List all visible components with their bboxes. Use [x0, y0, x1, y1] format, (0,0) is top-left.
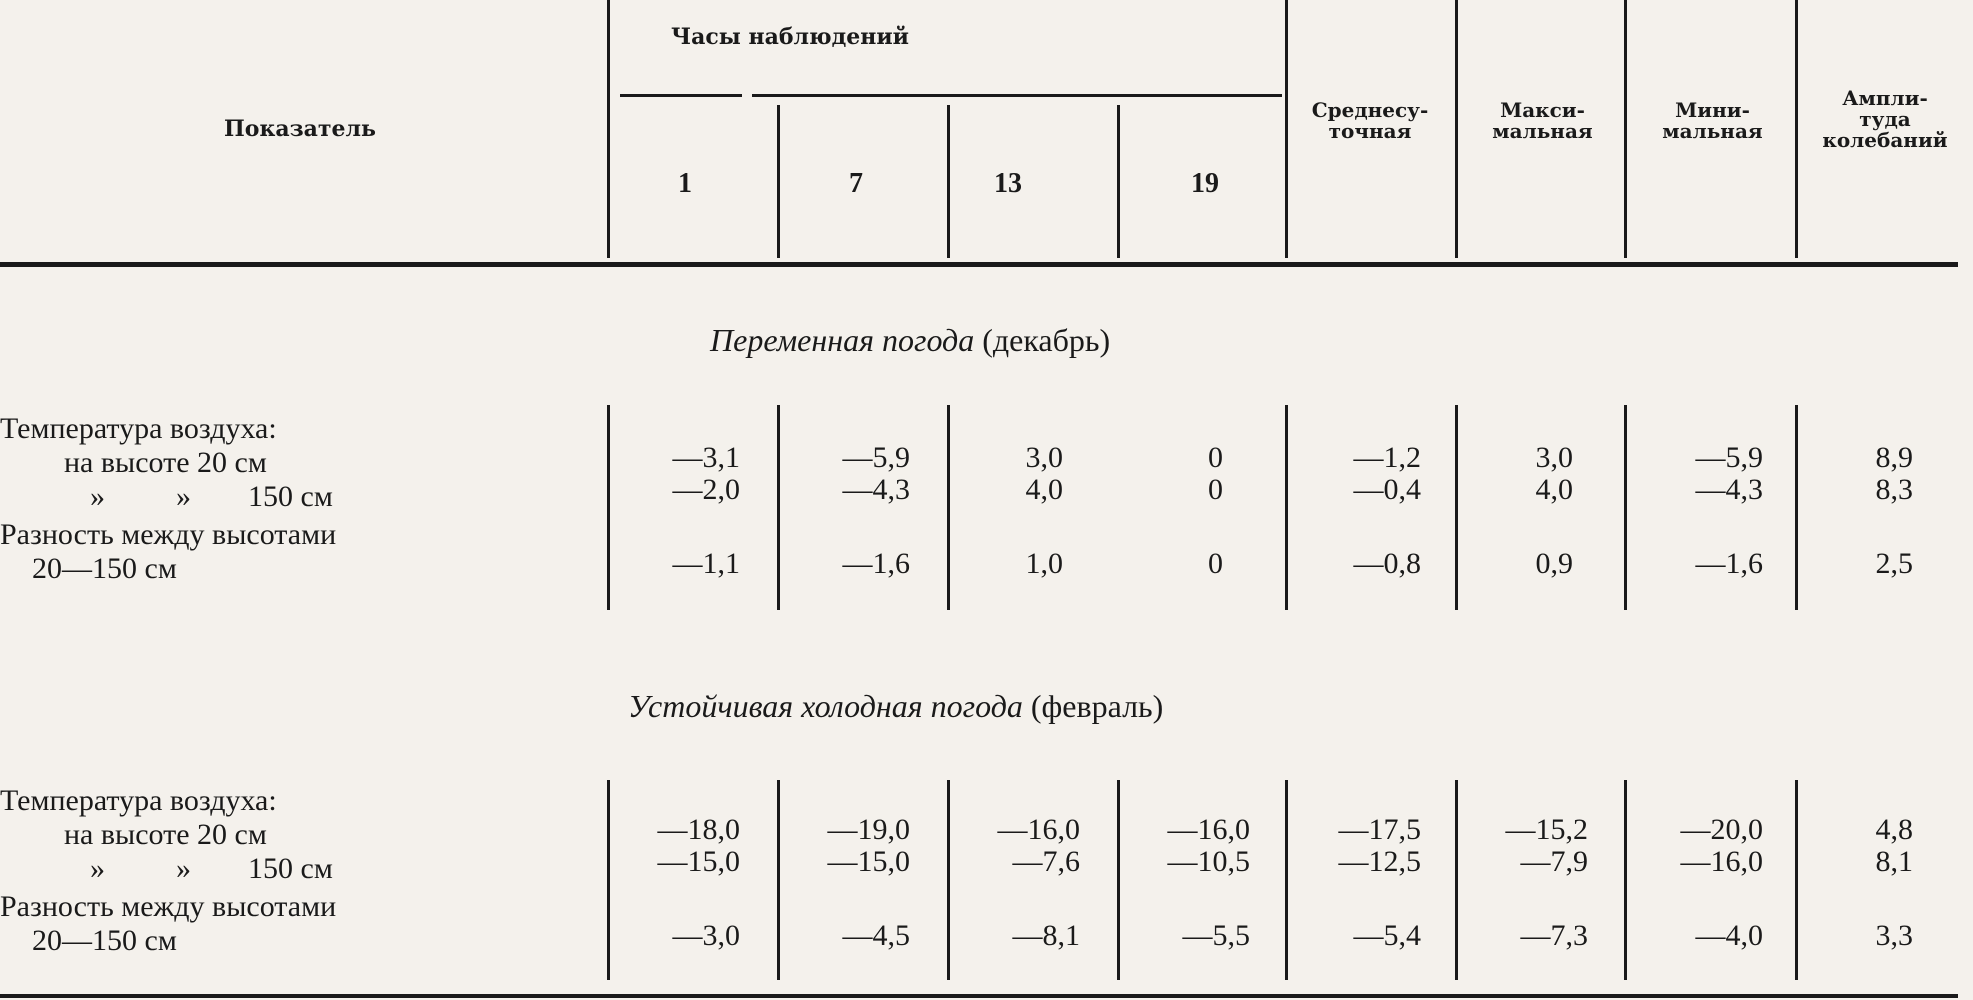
section-title-variable-italic: Переменная погода	[710, 322, 975, 358]
s1-diff-amp: 2,5	[1875, 547, 1913, 580]
s2-label-h20: на высоте 20 см	[64, 818, 267, 851]
s1-h20-amp: 8,9	[1875, 441, 1913, 474]
header-rule-left	[607, 0, 610, 258]
s2-rule-3	[1117, 780, 1120, 980]
s2-label-ditto-b: »	[176, 852, 191, 885]
s2-h20-max: —15,2	[1505, 813, 1588, 846]
s2-label-ditto-a: »	[90, 852, 105, 885]
s2-diff-amp: 3,3	[1875, 919, 1913, 952]
s1-h150-amp: 8,3	[1875, 473, 1913, 506]
s2-h150-hour1: —15,0	[657, 845, 740, 878]
s2-h150-hour7: —15,0	[827, 845, 910, 878]
header-amplitude-line3: колебаний	[1822, 128, 1948, 152]
header-rule-amp	[1795, 0, 1798, 258]
s1-diff-hour19: 0	[1208, 547, 1223, 580]
s1-label-ditto-b: »	[176, 480, 191, 513]
s1-h20-hour13: 3,0	[1025, 441, 1063, 474]
header-hour-13: 13	[994, 168, 1022, 199]
s2-h150-min: —16,0	[1680, 845, 1763, 878]
header-minimum	[1630, 100, 1795, 142]
header-minimum-line2: мальная	[1662, 119, 1763, 143]
s1-h150-hour7: —4,3	[842, 473, 910, 506]
section-title-cold-month: (февраль)	[1022, 688, 1164, 724]
header-hours-title: Часы наблюдений	[671, 24, 909, 50]
s1-rule-2	[947, 405, 950, 610]
s1-rule-0	[607, 405, 610, 610]
s2-diff-mean: —5,4	[1353, 919, 1421, 952]
s1-label-h150: 150 см	[248, 480, 333, 513]
header-daily-mean-line1: Среднесу-	[1311, 98, 1429, 122]
hours-underline-left	[620, 94, 742, 97]
header-maximum	[1460, 100, 1625, 142]
header-hour-19: 19	[1191, 168, 1219, 199]
s2-label-diff: Разность между высотами	[0, 890, 337, 923]
header-indicator: Показатель	[224, 116, 376, 142]
s2-rule-0	[607, 780, 610, 980]
header-rule-h19	[1117, 105, 1120, 258]
s2-diff-hour19: —5,5	[1182, 919, 1250, 952]
s2-label-air-temp: Температура воздуха:	[0, 784, 277, 817]
s1-rule-6	[1624, 405, 1627, 610]
s1-h150-hour19: 0	[1208, 473, 1223, 506]
s2-h20-mean: —17,5	[1338, 813, 1421, 846]
s2-h20-hour19: —16,0	[1167, 813, 1250, 846]
s1-label-diff: Разность между высотами	[0, 518, 337, 551]
s2-diff-max: —7,3	[1520, 919, 1588, 952]
s1-diff-min: —1,6	[1695, 547, 1763, 580]
table-bottom-rule	[0, 994, 1958, 998]
header-maximum-line2: мальная	[1492, 119, 1593, 143]
s2-label-diff-range: 20—150 см	[32, 924, 177, 957]
header-rule-h13	[947, 105, 950, 258]
s2-rule-4	[1285, 780, 1288, 980]
section-title-cold	[628, 688, 1163, 725]
s2-h20-amp: 4,8	[1875, 813, 1913, 846]
s2-rule-2	[947, 780, 950, 980]
header-amplitude-line1: Ампли-	[1842, 86, 1928, 110]
s1-diff-hour13: 1,0	[1025, 547, 1063, 580]
s2-h150-hour13: —7,6	[1012, 845, 1080, 878]
s1-label-h20: на высоте 20 см	[64, 446, 267, 479]
s1-h150-max: 4,0	[1535, 473, 1573, 506]
s1-label-diff-range: 20—150 см	[32, 552, 177, 585]
s1-rule-4	[1285, 405, 1288, 610]
header-maximum-line1: Макси-	[1500, 98, 1585, 122]
s2-diff-min: —4,0	[1695, 919, 1763, 952]
header-rule-h7	[777, 105, 780, 258]
s2-h150-hour19: —10,5	[1167, 845, 1250, 878]
s2-rule-1	[777, 780, 780, 980]
s1-h20-mean: —1,2	[1353, 441, 1421, 474]
s1-h20-hour7: —5,9	[842, 441, 910, 474]
s2-label-h150: 150 см	[248, 852, 333, 885]
s1-label-ditto-a: »	[90, 480, 105, 513]
header-hour-7: 7	[849, 168, 863, 199]
section-title-variable-month: (декабрь)	[974, 322, 1111, 358]
s1-diff-hour7: —1,6	[842, 547, 910, 580]
header-hour-1: 1	[678, 168, 692, 199]
s2-rule-7	[1795, 780, 1798, 980]
s1-diff-mean: —0,8	[1353, 547, 1421, 580]
s1-rule-7	[1795, 405, 1798, 610]
header-bottom-rule	[0, 262, 1958, 267]
s2-rule-6	[1624, 780, 1627, 980]
header-rule-min	[1624, 0, 1627, 258]
header-amplitude	[1800, 88, 1970, 151]
hours-underline-right	[752, 94, 1282, 97]
s2-h20-hour7: —19,0	[827, 813, 910, 846]
s1-rule-1	[777, 405, 780, 610]
header-rule-max	[1455, 0, 1458, 258]
s1-h150-min: —4,3	[1695, 473, 1763, 506]
s2-h20-min: —20,0	[1680, 813, 1763, 846]
header-minimum-line1: Мини-	[1675, 98, 1750, 122]
section-title-cold-italic: Устойчивая холодная погода	[628, 688, 1023, 724]
s2-rule-5	[1455, 780, 1458, 980]
s2-h150-amp: 8,1	[1875, 845, 1913, 878]
s1-rule-5	[1455, 405, 1458, 610]
s2-h20-hour13: —16,0	[997, 813, 1080, 846]
s1-label-air-temp: Температура воздуха:	[0, 412, 277, 445]
s2-h20-hour1: —18,0	[657, 813, 740, 846]
s2-diff-hour7: —4,5	[842, 919, 910, 952]
header-rule-mean	[1285, 0, 1288, 258]
s2-diff-hour1: —3,0	[672, 919, 740, 952]
section-title-variable	[710, 322, 1110, 359]
header-daily-mean	[1290, 100, 1450, 142]
s1-h20-min: —5,9	[1695, 441, 1763, 474]
s1-h150-mean: —0,4	[1353, 473, 1421, 506]
s1-diff-max: 0,9	[1535, 547, 1573, 580]
s1-h20-hour1: —3,1	[672, 441, 740, 474]
header-daily-mean-line2: точная	[1328, 119, 1412, 143]
s1-h150-hour13: 4,0	[1025, 473, 1063, 506]
s2-h150-mean: —12,5	[1338, 845, 1421, 878]
s1-h20-max: 3,0	[1535, 441, 1573, 474]
s2-diff-hour13: —8,1	[1012, 919, 1080, 952]
s2-h150-max: —7,9	[1520, 845, 1588, 878]
s1-diff-hour1: —1,1	[672, 547, 740, 580]
s1-h20-hour19: 0	[1208, 441, 1223, 474]
s1-h150-hour1: —2,0	[672, 473, 740, 506]
header-amplitude-line2: туда	[1859, 107, 1911, 131]
